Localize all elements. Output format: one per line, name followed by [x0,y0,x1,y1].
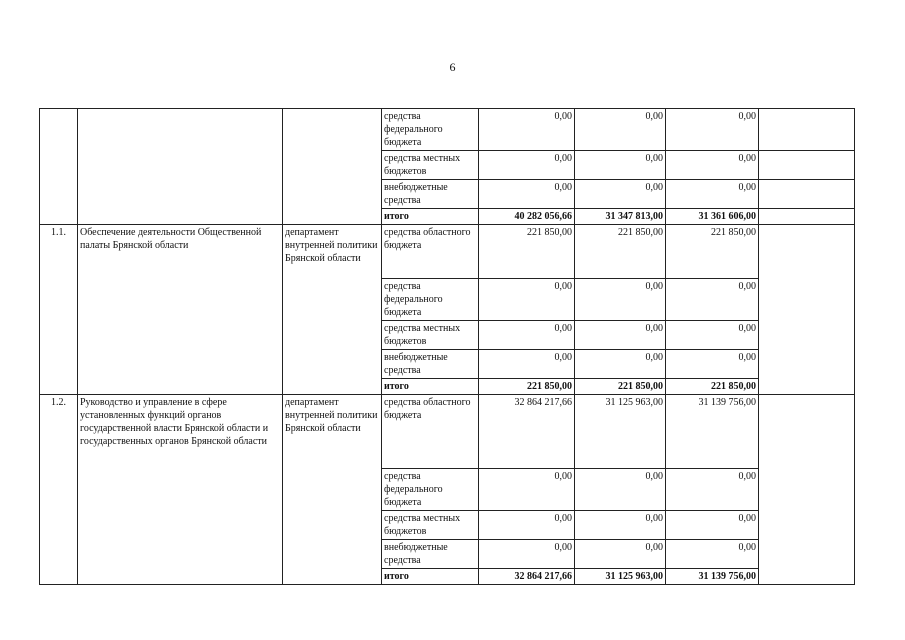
source-cell: внебюджетные средства [382,540,479,569]
source-cell: средства федерального бюджета [382,279,479,321]
value-cell: 0,00 [575,109,666,151]
empty-cell [759,109,855,151]
value-cell: 0,00 [479,469,575,511]
table-row [40,109,855,151]
executor-cell [283,109,382,225]
value-cell: 0,00 [666,511,759,540]
value-cell: 0,00 [666,540,759,569]
value-cell: 0,00 [666,151,759,180]
source-cell: средства федерального бюджета [382,109,479,151]
table-row [40,225,855,279]
index-cell: 1.1. [40,225,78,395]
value-cell: 0,00 [575,180,666,209]
value-cell: 221 850,00 [479,225,575,279]
value-cell: 32 864 217,66 [479,395,575,469]
source-cell: средства местных бюджетов [382,511,479,540]
name-cell: Обеспечение деятельности Общественной палаты Брянской области [78,225,283,395]
total-value-cell: 31 347 813,00 [575,209,666,225]
value-cell: 0,00 [575,540,666,569]
value-cell: 0,00 [479,279,575,321]
value-cell: 0,00 [479,180,575,209]
empty-cell [759,225,855,395]
value-cell: 0,00 [479,321,575,350]
source-cell: средства местных бюджетов [382,151,479,180]
name-cell [78,109,283,225]
index-cell: 1.2. [40,395,78,585]
executor-cell: департамент внутренней политики Брянской области [283,395,382,585]
source-cell: средства местных бюджетов [382,321,479,350]
value-cell: 31 125 963,00 [575,395,666,469]
value-cell: 31 139 756,00 [666,395,759,469]
value-cell: 0,00 [575,321,666,350]
index-cell [40,109,78,225]
value-cell: 0,00 [666,109,759,151]
value-cell: 0,00 [666,180,759,209]
executor-cell: департамент внутренней политики Брянской области [283,225,382,395]
value-cell: 0,00 [575,469,666,511]
value-cell: 0,00 [666,350,759,379]
value-cell: 0,00 [479,350,575,379]
empty-cell [759,180,855,209]
source-cell: средства областного бюджета [382,395,479,469]
total-value-cell: 221 850,00 [479,379,575,395]
value-cell: 221 850,00 [575,225,666,279]
value-cell: 0,00 [479,540,575,569]
value-cell: 0,00 [575,511,666,540]
budget-table [39,108,855,585]
value-cell: 0,00 [479,151,575,180]
page-number: 6 [449,60,456,74]
value-cell: 0,00 [479,109,575,151]
value-cell: 0,00 [575,151,666,180]
table-row [40,395,855,469]
value-cell: 0,00 [666,279,759,321]
source-cell: итого [382,569,479,585]
total-value-cell: 31 361 606,00 [666,209,759,225]
value-cell: 0,00 [575,279,666,321]
total-value-cell: 32 864 217,66 [479,569,575,585]
empty-cell [759,395,855,585]
total-value-cell: 221 850,00 [666,379,759,395]
source-cell: средства федерального бюджета [382,469,479,511]
total-value-cell: 221 850,00 [575,379,666,395]
total-value-cell: 31 139 756,00 [666,569,759,585]
total-value-cell: 31 125 963,00 [575,569,666,585]
source-cell: итого [382,379,479,395]
source-cell: итого [382,209,479,225]
source-cell: внебюджетные средства [382,350,479,379]
value-cell: 0,00 [666,469,759,511]
total-value-cell: 40 282 056,66 [479,209,575,225]
empty-cell [759,209,855,225]
source-cell: средства областного бюджета [382,225,479,279]
value-cell: 0,00 [479,511,575,540]
value-cell: 0,00 [575,350,666,379]
source-cell: внебюджетные средства [382,180,479,209]
value-cell: 221 850,00 [666,225,759,279]
value-cell: 0,00 [666,321,759,350]
empty-cell [759,151,855,180]
name-cell: Руководство и управление в сфере установленных функций органов государственной власти Брянской области и государственных органов Брянской области [78,395,283,585]
